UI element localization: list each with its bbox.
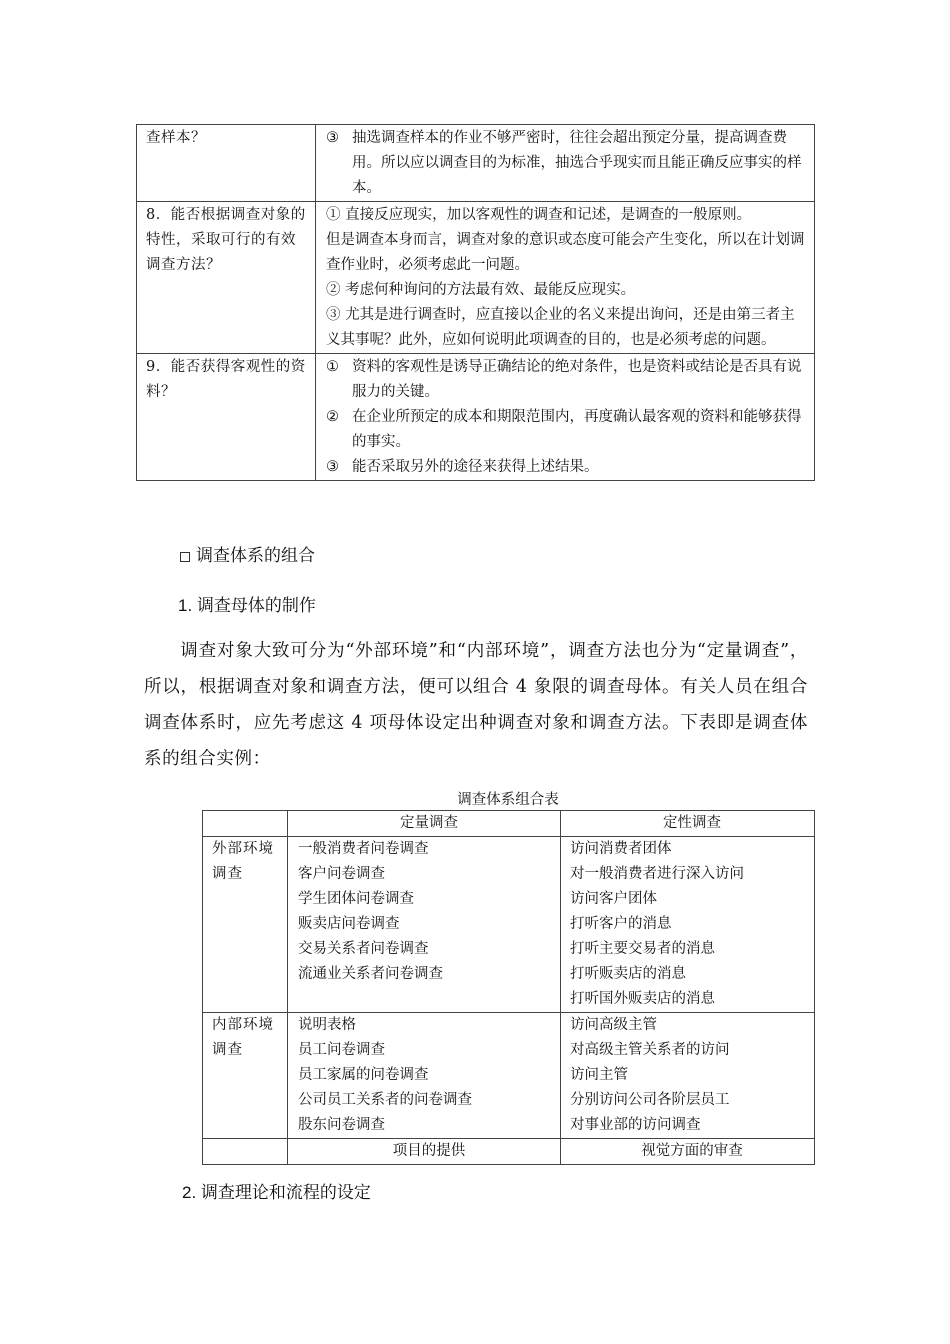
list-item: 交易关系者问卷调查 — [298, 941, 429, 957]
list-item: 打听国外贩卖店的消息 — [570, 991, 715, 1007]
criteria-table — [136, 124, 815, 481]
list-item: 对高级主管关系者的访问 — [570, 1042, 730, 1058]
list-item: 一般消费者问卷调查 — [298, 841, 429, 857]
answer-item — [326, 355, 808, 405]
answer-text: 能否采取另外的途径来获得上述结果。 — [352, 459, 599, 475]
answer-text: ③ 尤其是进行调查时，应直接以企业的名义来提出询问，还是由第三者主义其事呢？此外，应如何说明此项调查的目的，也是必须考虑的问题。 — [326, 307, 795, 348]
qualitative-cell — [561, 1013, 815, 1139]
table-caption: 调查体系组合表 — [457, 792, 559, 808]
table-row — [137, 125, 815, 202]
list-item: 贩卖店问卷调查 — [298, 916, 400, 932]
footer-cell: 视觉方面的审查 — [561, 1139, 815, 1165]
header-cell: 定性调查 — [561, 811, 815, 837]
list-item: 员工问卷调查 — [298, 1042, 385, 1058]
body-paragraph: 调查对象大致可分为“外部环境”和“内部环境”，调查方法也分为“定量调查”，所以，根据调查对象和调查方法，便可以组合 4 象限的调查母体。有关人员在组合调查体系时，应先考虑这 4 项母体设定出种调查对象和调查方法。下表即是调查体系的组合实例： — [144, 641, 808, 769]
answer-cell — [316, 125, 815, 202]
answer-text: 在企业所预定的成本和期限范围内，再度确认最客观的资料和能够获得的事实。 — [352, 409, 802, 450]
subheading-1: 1. 调查母体的制作 — [178, 596, 316, 615]
answer-text: ② 考虑何种询问的方法最有效、最能反应现实。 — [326, 282, 636, 298]
square-bullet-icon — [180, 552, 190, 562]
answer-text: 抽选调查样本的作业不够严密时，往往会超出预定分量，提高调查费用。所以应以调查目的为标准，抽选合乎现实而且能正确反应事实的样本。 — [352, 130, 802, 196]
list-item: 流通业关系者问卷调查 — [298, 966, 443, 982]
table-footer-row — [203, 1139, 815, 1165]
question-cell: 9．能否获得客观性的资料？ — [137, 354, 316, 481]
qualitative-cell — [561, 837, 815, 1013]
footer-cell — [203, 1139, 288, 1165]
list-item: 客户问卷调查 — [298, 866, 385, 882]
quantitative-cell — [288, 837, 561, 1013]
list-item: 公司员工关系者的问卷调查 — [298, 1092, 472, 1108]
list-item: 说明表格 — [298, 1017, 356, 1033]
table-row — [203, 837, 815, 1013]
answer-text: ① 直接反应现实，加以客观性的调查和记述，是调查的一般原则。 — [326, 207, 752, 223]
answer-text: 资料的客观性是诱导正确结论的绝对条件，也是资料或结论是否具有说服力的关键。 — [352, 359, 802, 400]
list-item: 员工家属的问卷调查 — [298, 1067, 429, 1083]
answer-item — [326, 405, 808, 455]
answer-item — [326, 455, 808, 480]
list-item: 打听客户的消息 — [570, 916, 672, 932]
list-item: 对一般消费者进行深入访问 — [570, 866, 744, 882]
list-item: 打听主要交易者的消息 — [570, 941, 715, 957]
answer-marker: ② — [326, 409, 339, 425]
header-cell — [203, 811, 288, 837]
system-table — [202, 810, 815, 1165]
list-item: 访问客户团体 — [570, 891, 657, 907]
list-item: 打听贩卖店的消息 — [570, 966, 686, 982]
group-label: 外部环境调查 — [203, 837, 288, 1013]
table-row — [203, 1013, 815, 1139]
quantitative-cell — [288, 1013, 561, 1139]
table-row — [137, 354, 815, 481]
question-cell: 查样本？ — [137, 125, 316, 202]
subheading-2: 2. 调查理论和流程的设定 — [182, 1183, 371, 1202]
list-item: 访问消费者团体 — [570, 841, 672, 857]
footer-cell: 项目的提供 — [288, 1139, 561, 1165]
list-item: 股东问卷调查 — [298, 1117, 385, 1133]
group-label: 内部环境调查 — [203, 1013, 288, 1139]
answer-marker: ① — [326, 359, 339, 375]
header-cell: 定量调查 — [288, 811, 561, 837]
question-cell: 8．能否根据调查对象的特性，采取可行的有效调查方法？ — [137, 202, 316, 354]
answer-marker: ③ — [326, 459, 339, 475]
table-header-row — [203, 811, 815, 837]
section-heading: 调查体系的组合 — [180, 541, 315, 566]
answer-cell — [316, 202, 815, 354]
list-item: 分别访问公司各阶层员工 — [570, 1092, 730, 1108]
list-item: 访问主管 — [570, 1067, 628, 1083]
table-row — [137, 202, 815, 354]
list-item: 学生团体问卷调查 — [298, 891, 414, 907]
answer-item — [326, 126, 808, 201]
answer-marker: ③ — [326, 130, 339, 146]
list-item: 访问高级主管 — [570, 1017, 657, 1033]
list-item: 对事业部的访问调查 — [570, 1117, 701, 1133]
answer-cell — [316, 354, 815, 481]
answer-text: 但是调查本身而言，调查对象的意识或态度可能会产生变化，所以在计划调查作业时，必须考虑此一问题。 — [326, 232, 805, 273]
